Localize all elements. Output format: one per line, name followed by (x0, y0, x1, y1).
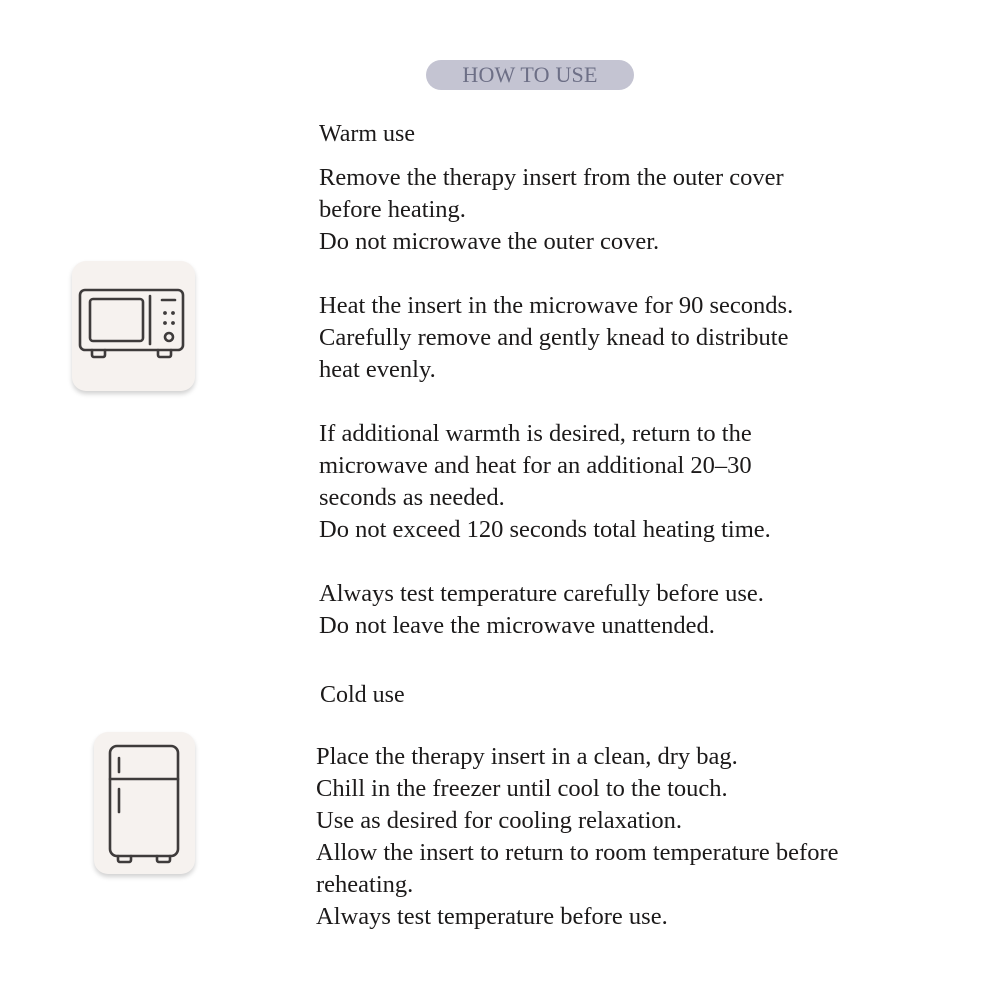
how-to-use-badge: HOW TO USE (426, 60, 634, 90)
refrigerator-icon (94, 732, 195, 874)
warm-use-heading: Warm use (319, 121, 416, 147)
instruction-line: If additional warmth is desired, return to the (319, 420, 752, 447)
warm-use-instructions (319, 162, 793, 642)
instruction-line: Place the therapy insert in a clean, dry bag. (316, 743, 738, 770)
paragraph-gap (319, 546, 793, 578)
instruction-line: before heating. (319, 196, 466, 223)
instruction-line: Always test temperature before use. (316, 903, 668, 930)
instruction-line: reheating. (316, 871, 414, 898)
instruction-line: Heat the insert in the microwave for 90 seconds. (319, 292, 794, 319)
refrigerator-icon-tile (94, 732, 195, 874)
microwave-icon-tile (72, 261, 195, 391)
instruction-line: microwave and heat for an additional 20–30 (319, 452, 752, 479)
instruction-line: Use as desired for cooling relaxation. (316, 807, 683, 834)
instruction-line: Do not leave the microwave unattended. (319, 612, 715, 639)
instruction-line: Carefully remove and gently knead to distribute (319, 324, 789, 351)
instruction-line: Allow the insert to return to room temperature before (316, 839, 839, 866)
instruction-line: Do not exceed 120 seconds total heating time. (319, 516, 771, 543)
instruction-line: seconds as needed. (319, 484, 505, 511)
cold-use-heading: Cold use (320, 682, 405, 708)
instruction-line: Do not microwave the outer cover. (319, 228, 660, 255)
instruction-line: Chill in the freezer until cool to the touch. (316, 775, 728, 802)
instruction-line: Always test temperature carefully before use. (319, 580, 764, 607)
paragraph-gap (319, 258, 793, 290)
microwave-icon (72, 261, 195, 391)
instruction-line: Remove the therapy insert from the outer cover (319, 164, 784, 191)
cold-use-instructions (316, 741, 839, 933)
instruction-line: heat evenly. (319, 356, 436, 383)
paragraph-gap (319, 386, 793, 418)
